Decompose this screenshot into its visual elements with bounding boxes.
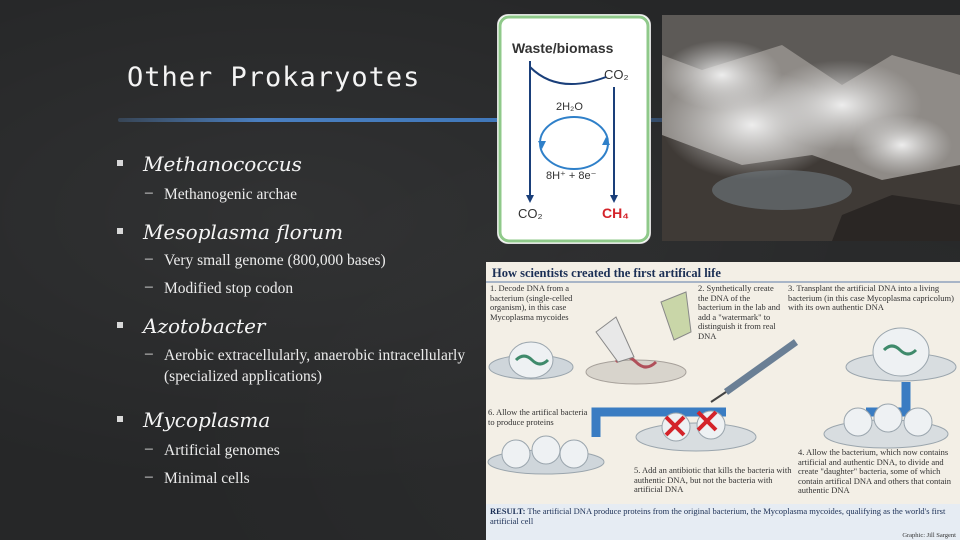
sub-bullet-text: Minimal cells <box>164 470 250 487</box>
step-4-text: 4. Allow the bacterium, which now contains artificial and authentic DNA, to divide and create "daughter" bacteria, some of which contain artifical DNA and others that contain authentic DNA <box>798 448 951 495</box>
bullet-mesoplasma <box>117 220 497 248</box>
infographic-svg <box>486 262 960 540</box>
step-5-text: 5. Add an antibiotic that kills the bacteria with authentic DNA, but not the bacteria with artificial DNA <box>634 466 792 494</box>
sub-bullet-text: Methanogenic archae <box>164 186 297 203</box>
bullet-methanococcus <box>117 152 497 180</box>
bullet-mycoplasma <box>117 408 497 436</box>
hydrothermal-vent-photo <box>662 15 960 241</box>
step-3-text: 3. Transplant the artificial DNA into a living bacterium (in this case Mycoplasma capricolum) with its own authentic DNA <box>788 284 954 312</box>
result-text: RESULT: The artificial DNA produce proteins from the original bacterium, the Mycoplasma mycoides, qualifying as the world's first artificial cell <box>490 506 946 526</box>
bullet-list <box>117 152 497 494</box>
bullet-marker <box>117 228 123 234</box>
bullet-label: Mycoplasma <box>143 408 271 432</box>
bullet-label: Methanococcus <box>143 152 302 176</box>
sub-bullet <box>117 345 497 411</box>
methanogenesis-diagram <box>498 15 650 243</box>
sub-bullet-dash: – <box>145 345 153 362</box>
bullet-label: Azotobacter <box>143 314 266 338</box>
co2-bottom-label: CO₂ <box>518 206 543 221</box>
graphic-credit: Graphic: Jill Sargent <box>902 532 956 539</box>
step-6-text: 6. Allow the artifical bacteria to produce proteins <box>488 408 588 427</box>
sub-bullet-text: Very small genome (800,000 bases) <box>164 252 386 269</box>
slide-title: Other Prokaryotes <box>127 62 421 93</box>
artificial-life-infographic <box>486 262 960 540</box>
sub-bullet-text: Modified stop codon <box>164 280 294 297</box>
sub-bullet <box>117 278 497 318</box>
step-1-text: 1. Decode DNA from a bacterium (single-celled organism), in this case Mycoplasma mycoides <box>490 284 573 322</box>
protons-label: 8H⁺ + 8e⁻ <box>546 170 597 182</box>
bullet-marker <box>117 160 123 166</box>
bullet-marker <box>117 416 123 422</box>
sub-bullet-dash: – <box>145 278 153 295</box>
bullet-marker <box>117 322 123 328</box>
sub-bullet-text: Artificial genomes <box>164 442 280 459</box>
sub-bullet-text: Aerobic extracellularly, anaerobic intracellularly (specialized applications) <box>164 347 466 385</box>
water-label: 2H₂O <box>556 101 583 113</box>
sub-bullet <box>117 440 497 468</box>
sub-bullet-dash: – <box>145 250 153 267</box>
waste-biomass-label: Waste/biomass <box>512 40 614 56</box>
methanogenesis-svg <box>498 15 650 243</box>
step-2-text: 2. Synthetically create the DNA of the bacterium in the lab and add a "watermark" to distinguish it from real DNA <box>698 284 781 341</box>
bullet-label: Mesoplasma florum <box>143 220 344 244</box>
vent-photo-svg <box>662 15 960 241</box>
ch4-label: CH₄ <box>602 205 629 221</box>
infographic-title: How scientists created the first artifical life <box>492 266 721 280</box>
sub-bullet <box>117 184 497 224</box>
sub-bullet-dash: – <box>145 184 153 201</box>
sub-bullet-dash: – <box>145 468 153 485</box>
bullet-azotobacter <box>117 314 497 342</box>
sub-bullet-dash: – <box>145 440 153 457</box>
sub-bullet <box>117 250 497 278</box>
co2-top-label: CO₂ <box>604 67 629 82</box>
sub-bullet <box>117 468 497 496</box>
